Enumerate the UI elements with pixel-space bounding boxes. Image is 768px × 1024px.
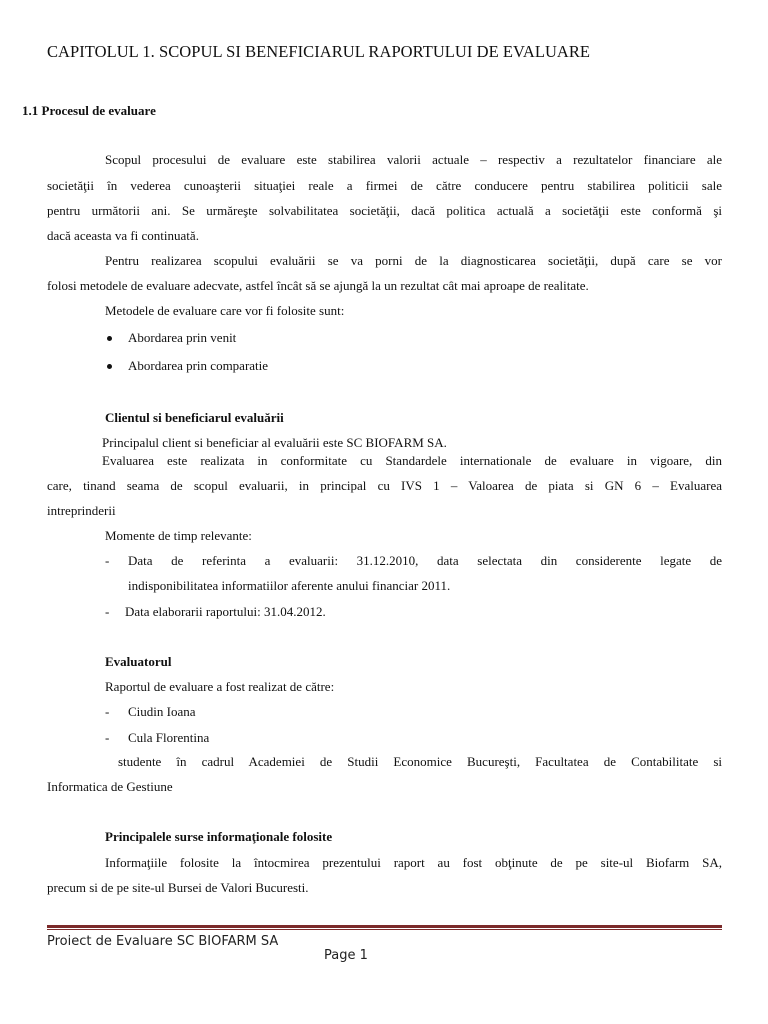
paragraph-line: folosi metodele de evaluare adecvate, astfel încât să se ajungă la un rezultat cât mai aproape de realitate. [47, 278, 589, 293]
section-heading-client: Clientul si beneficiarul evaluării [105, 410, 284, 425]
moments-intro: Momente de timp relevante: [105, 528, 252, 543]
section-heading-sources: Principalele surse informaţionale folosite [105, 829, 333, 844]
dash-marker: - [105, 730, 110, 745]
dash-marker: - [105, 604, 110, 619]
footer-rule [47, 925, 722, 928]
bullet-icon [107, 336, 112, 341]
paragraph-line: precum si de pe site-ul Bursei de Valori Bucuresti. [47, 880, 309, 895]
chapter-title: CAPITOLUL 1. SCOPUL SI BENEFICIARUL RAPORTULUI DE EVALUARE [47, 42, 591, 61]
dash-marker: - [105, 704, 110, 719]
paragraph-line: Evaluarea este realizata in conformitate cu Standardele internationale de evaluare in vigoare, din [102, 453, 722, 468]
bullet-icon [107, 364, 112, 369]
paragraph-line: studente în cadrul Academiei de Studii Economice Bucureşti, Facultatea de Contabilitate si [118, 754, 722, 769]
moment-line: indisponibilitatea informatiilor aferente anului financiar 2011. [128, 578, 451, 593]
page-number: Page 1 [324, 948, 368, 963]
methods-intro: Metodele de evaluare care vor fi folosite sunt: [105, 303, 345, 318]
paragraph-line: Pentru realizarea scopului evaluării se va porni de la diagnosticarea societăţii, după care se vor [105, 253, 722, 268]
paragraph-line: societăţii în vederea cunoaşterii situaţiei reale a firmei de către conducere pentru stabilirea politicii sale [47, 178, 722, 193]
paragraph-line: dacă aceasta va fi continuată. [47, 228, 199, 243]
client-line: Principalul client si beneficiar al evaluării este SC BIOFARM SA. [102, 435, 447, 450]
paragraph-line: Scopul procesului de evaluare este stabilirea valorii actuale – respectiv a rezultatelor financiare ale [105, 152, 722, 167]
footer-rule [47, 929, 722, 930]
paragraph-line: Informatica de Gestiune [47, 779, 173, 794]
section-heading-evaluation-process: 1.1 Procesul de evaluare [22, 103, 156, 118]
evaluator-name: Cula Florentina [128, 730, 210, 745]
moment-line: Data de referinta a evaluarii: 31.12.2010, data selectata din considerente legate de [128, 553, 722, 568]
paragraph-line: intreprinderii [47, 503, 116, 518]
paragraph-line: care, tinand seama de scopul evaluarii, in principal cu IVS 1 – Valoarea de piata si GN 6 – Evaluarea [47, 478, 722, 493]
paragraph-line: Informaţiile folosite la întocmirea prezentului raport au fost obţinute de pe site-ul Biofarm SA, [105, 855, 722, 870]
evaluator-name: Ciudin Ioana [128, 704, 196, 719]
dash-marker: - [105, 553, 110, 568]
moment-line: Data elaborarii raportului: 31.04.2012. [125, 604, 326, 619]
footer-title: Proiect de Evaluare SC BIOFARM SA [47, 934, 279, 949]
section-heading-evaluator: Evaluatorul [105, 654, 172, 669]
evaluator-intro: Raportul de evaluare a fost realizat de către: [105, 679, 335, 694]
paragraph-line: pentru următorii ani. Se urmăreşte solvabilitatea societăţii, dacă politica actuală a societăţii este conformă şi [47, 203, 722, 218]
